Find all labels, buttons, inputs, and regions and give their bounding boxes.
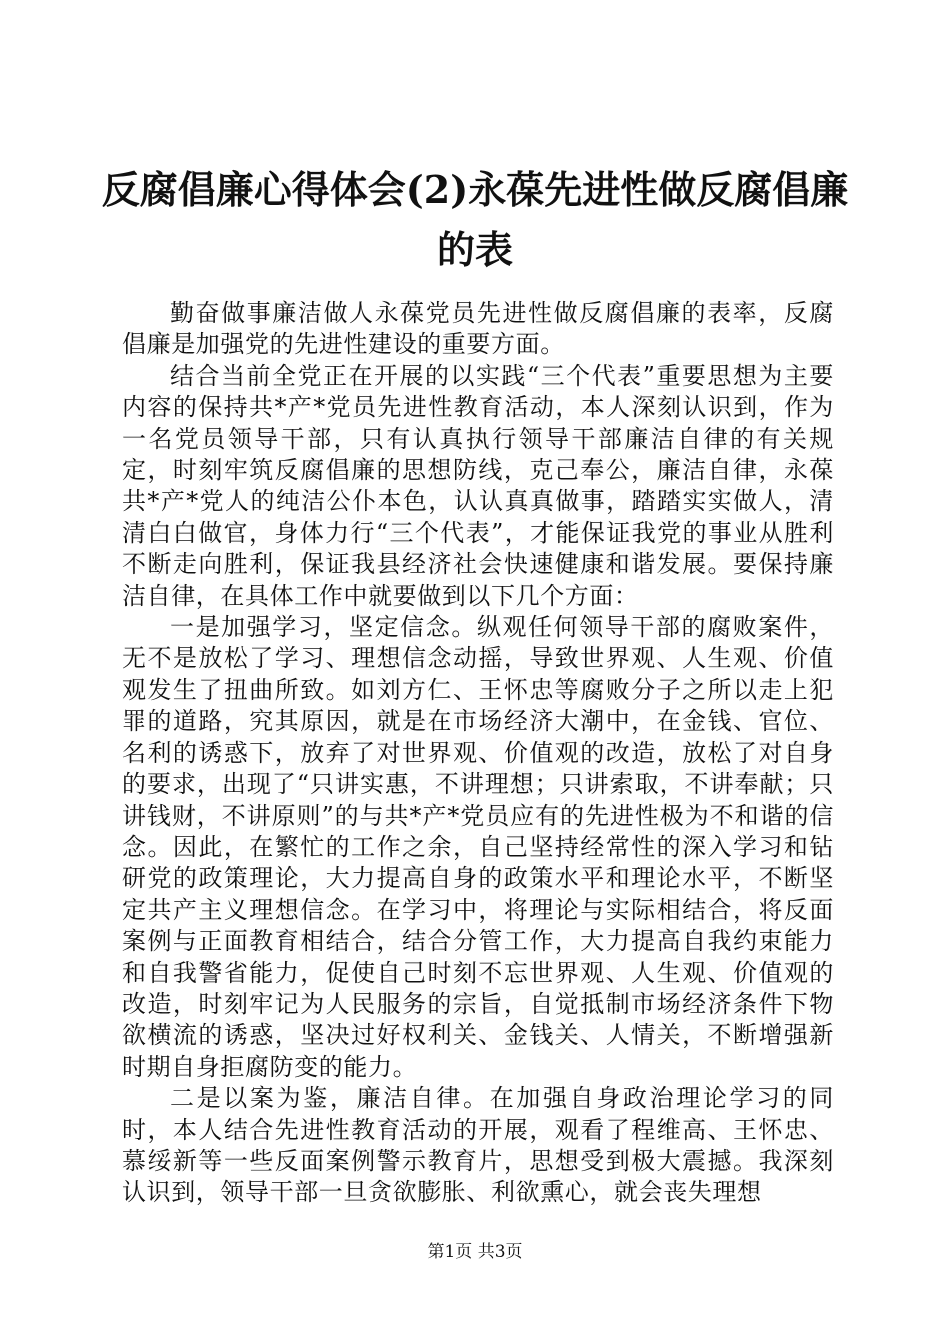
paragraph: 一是加强学习，坚定信念。纵观任何领导干部的腐败案件，无不是放松了学习、理想信念动摇，导致世界观、人生观、价值观发生了扭曲所致。如刘方仁、王怀忠等腐败分子之所以走上犯罪的道路，究其原因，就是在市场经济大潮中，在金钱、官位、名利的诱惑下，放弃了对世界观、价值观的改造，放松了对自身的要求，出现了“只讲实惠，不讲理想；只讲索取，不讲奉献；只讲钱财，不讲原则”的与共*产*党员应有的先进性极为不和谐的信念。因此，在繁忙的工作之余，自己坚持经常性的深入学习和钻研党的政策理论，大力提高自身的政策水平和理论水平，不断坚定共产主义理想信念。在学习中，将理论与实际相结合，将反面案例与正面教育相结合，结合分管工作，大力提高自我约束能力和自我警省能力，促使自己时刻不忘世界观、人生观、价值观的改造，时刻牢记为人民服务的宗旨，自觉抵制市场经济条件下物欲横流的诱惑，坚决过好权利关、金钱关、人情关，不断增强新时期自身拒腐防变的能力。 xyxy=(122,613,834,1081)
page-number-footer: 第1页 共3页 xyxy=(427,1242,523,1262)
document-body xyxy=(122,298,834,1209)
document-title: 反腐倡廉心得体会(2)永葆先进性做反腐倡廉的表 xyxy=(101,167,849,272)
paragraph: 结合当前全党正在开展的以实践“三个代表”重要思想为主要内容的保持共*产*党员先进性教育活动，本人深刻认识到，作为一名党员领导干部，只有认真执行领导干部廉洁自律的有关规定，时刻牢筑反腐倡廉的思想防线，克己奉公，廉洁自律，永葆共*产*党人的纯洁公仆本色，认认真真做事，踏踏实实做人，清清白白做官，身体力行“三个代表”，才能保证我党的事业从胜利不断走向胜利，保证我县经济社会快速健康和谐发展。要保持廉洁自律，在具体工作中就要做到以下几个方面： xyxy=(122,361,834,610)
paragraph: 二是以案为鉴，廉洁自律。在加强自身政治理论学习的同时，本人结合先进性教育活动的开展，观看了程维高、王怀忠、慕绥新等一些反面案例警示教育片，思想受到极大震撼。我深刻认识到，领导干部一旦贪欲膨胀、利欲熏心，就会丧失理想 xyxy=(122,1084,834,1207)
paragraph: 勤奋做事廉洁做人永葆党员先进性做反腐倡廉的表率，反腐倡廉是加强党的先进性建设的重要方面。 xyxy=(122,299,834,359)
